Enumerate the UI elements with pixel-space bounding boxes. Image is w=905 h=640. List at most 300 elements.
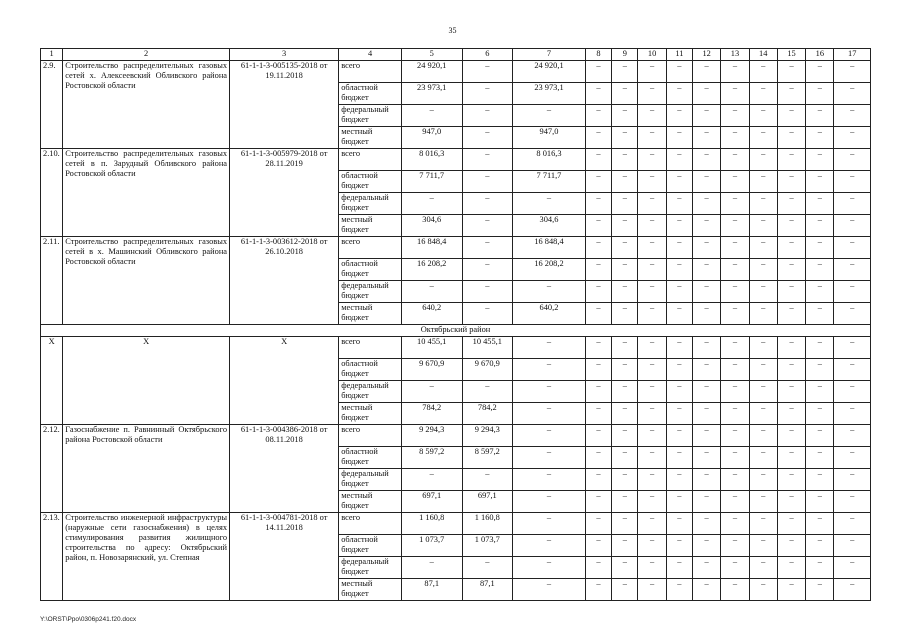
- value-col9: –: [612, 281, 638, 303]
- value-col8: –: [585, 303, 611, 325]
- value-col5: 697,1: [401, 491, 462, 513]
- value-col5: 23 973,1: [401, 83, 462, 105]
- value-col17: –: [834, 215, 871, 237]
- value-col6: –: [462, 61, 513, 83]
- value-col10: –: [638, 513, 666, 535]
- value-col16: –: [806, 215, 834, 237]
- funding-source: местный бюджет: [339, 215, 402, 237]
- value-col9: –: [612, 105, 638, 127]
- value-col15: –: [777, 403, 805, 425]
- value-col17: –: [834, 535, 871, 557]
- column-number: 9: [612, 49, 638, 61]
- funding-source: областной бюджет: [339, 447, 402, 469]
- column-number: 5: [401, 49, 462, 61]
- value-col17: –: [834, 469, 871, 491]
- value-col8: –: [585, 469, 611, 491]
- value-col14: –: [749, 403, 777, 425]
- value-col11: –: [666, 337, 692, 359]
- funding-source: федеральный бюджет: [339, 193, 402, 215]
- value-col8: –: [585, 557, 611, 579]
- funding-source: местный бюджет: [339, 579, 402, 601]
- value-col5: 784,2: [401, 403, 462, 425]
- table-row: [41, 513, 871, 535]
- value-col11: –: [666, 513, 692, 535]
- value-col15: –: [777, 215, 805, 237]
- value-col5: 16 848,4: [401, 237, 462, 259]
- value-col17: –: [834, 447, 871, 469]
- value-col9: –: [612, 579, 638, 601]
- funding-source: областной бюджет: [339, 83, 402, 105]
- value-col14: –: [749, 425, 777, 447]
- value-col14: –: [749, 127, 777, 149]
- value-col5: 1 160,8: [401, 513, 462, 535]
- value-col7: 16 208,2: [513, 259, 586, 281]
- value-col11: –: [666, 61, 692, 83]
- value-col13: –: [721, 61, 749, 83]
- value-col5: 9 670,9: [401, 359, 462, 381]
- funding-source: областной бюджет: [339, 259, 402, 281]
- value-col16: –: [806, 61, 834, 83]
- value-col17: –: [834, 303, 871, 325]
- value-col10: –: [638, 579, 666, 601]
- value-col8: –: [585, 535, 611, 557]
- value-col7: –: [513, 381, 586, 403]
- value-col11: –: [666, 237, 692, 259]
- table-row: [41, 337, 871, 359]
- value-col7: 8 016,3: [513, 149, 586, 171]
- item-number: 2.13.: [41, 513, 63, 601]
- value-col10: –: [638, 381, 666, 403]
- value-col15: –: [777, 557, 805, 579]
- value-col9: –: [612, 557, 638, 579]
- value-col11: –: [666, 215, 692, 237]
- value-col12: –: [693, 303, 721, 325]
- value-col15: –: [777, 535, 805, 557]
- value-col16: –: [806, 513, 834, 535]
- value-col5: 8 016,3: [401, 149, 462, 171]
- value-col11: –: [666, 127, 692, 149]
- table-row: [41, 61, 871, 83]
- value-col7: –: [513, 403, 586, 425]
- value-col7: –: [513, 359, 586, 381]
- item-number: 2.10.: [41, 149, 63, 237]
- value-col6: –: [462, 127, 513, 149]
- value-col5: 947,0: [401, 127, 462, 149]
- value-col6: 10 455,1: [462, 337, 513, 359]
- value-col15: –: [777, 281, 805, 303]
- value-col7: 24 920,1: [513, 61, 586, 83]
- column-number: 12: [693, 49, 721, 61]
- value-col9: –: [612, 259, 638, 281]
- value-col9: –: [612, 127, 638, 149]
- value-col11: –: [666, 403, 692, 425]
- funding-source: всего: [339, 513, 402, 535]
- funding-source: федеральный бюджет: [339, 281, 402, 303]
- value-col7: –: [513, 513, 586, 535]
- value-col9: –: [612, 381, 638, 403]
- value-col17: –: [834, 259, 871, 281]
- funding-source: местный бюджет: [339, 303, 402, 325]
- value-col8: –: [585, 381, 611, 403]
- value-col12: –: [693, 425, 721, 447]
- object-name: Строительство распределительных газовых сетей х. Алексеевский Обливского района Ростовской области: [63, 61, 230, 149]
- value-col10: –: [638, 359, 666, 381]
- value-col16: –: [806, 337, 834, 359]
- value-col16: –: [806, 447, 834, 469]
- value-col12: –: [693, 105, 721, 127]
- value-col11: –: [666, 447, 692, 469]
- value-col16: –: [806, 83, 834, 105]
- value-col8: –: [585, 359, 611, 381]
- funding-source: областной бюджет: [339, 535, 402, 557]
- value-col12: –: [693, 281, 721, 303]
- column-number: 8: [585, 49, 611, 61]
- value-col14: –: [749, 303, 777, 325]
- value-col14: –: [749, 105, 777, 127]
- value-col6: 8 597,2: [462, 447, 513, 469]
- value-col12: –: [693, 579, 721, 601]
- object-name: Строительство распределительных газовых сетей в х. Машинский Обливского района Ростовской области: [63, 237, 230, 325]
- value-col14: –: [749, 513, 777, 535]
- value-col8: –: [585, 171, 611, 193]
- value-col8: –: [585, 513, 611, 535]
- value-col14: –: [749, 149, 777, 171]
- value-col8: –: [585, 259, 611, 281]
- value-col15: –: [777, 579, 805, 601]
- value-col11: –: [666, 281, 692, 303]
- funding-source: всего: [339, 337, 402, 359]
- value-col15: –: [777, 447, 805, 469]
- value-col15: –: [777, 381, 805, 403]
- value-col13: –: [721, 149, 749, 171]
- funding-source: федеральный бюджет: [339, 105, 402, 127]
- value-col15: –: [777, 193, 805, 215]
- value-col8: –: [585, 337, 611, 359]
- value-col15: –: [777, 469, 805, 491]
- funding-source: всего: [339, 149, 402, 171]
- value-col14: –: [749, 557, 777, 579]
- value-col11: –: [666, 171, 692, 193]
- value-col9: –: [612, 149, 638, 171]
- value-col14: –: [749, 447, 777, 469]
- value-col16: –: [806, 425, 834, 447]
- value-col6: –: [462, 171, 513, 193]
- value-col17: –: [834, 105, 871, 127]
- value-col13: –: [721, 303, 749, 325]
- value-col10: –: [638, 337, 666, 359]
- value-col5: 304,6: [401, 215, 462, 237]
- funding-source: федеральный бюджет: [339, 469, 402, 491]
- value-col9: –: [612, 83, 638, 105]
- value-col13: –: [721, 259, 749, 281]
- value-col11: –: [666, 359, 692, 381]
- value-col14: –: [749, 359, 777, 381]
- table-row: [41, 149, 871, 171]
- value-col10: –: [638, 171, 666, 193]
- column-number: 15: [777, 49, 805, 61]
- value-col14: –: [749, 61, 777, 83]
- value-col5: 16 208,2: [401, 259, 462, 281]
- value-col13: –: [721, 83, 749, 105]
- value-col16: –: [806, 535, 834, 557]
- value-col17: –: [834, 171, 871, 193]
- value-col8: –: [585, 403, 611, 425]
- value-col8: –: [585, 127, 611, 149]
- value-col16: –: [806, 579, 834, 601]
- value-col13: –: [721, 403, 749, 425]
- budget-table: [40, 48, 871, 601]
- value-col10: –: [638, 425, 666, 447]
- value-col16: –: [806, 359, 834, 381]
- value-col8: –: [585, 281, 611, 303]
- funding-source: областной бюджет: [339, 359, 402, 381]
- value-col10: –: [638, 491, 666, 513]
- value-col5: 1 073,7: [401, 535, 462, 557]
- value-col16: –: [806, 469, 834, 491]
- value-col12: –: [693, 557, 721, 579]
- value-col10: –: [638, 83, 666, 105]
- item-number: 2.9.: [41, 61, 63, 149]
- value-col12: –: [693, 447, 721, 469]
- value-col15: –: [777, 425, 805, 447]
- value-col10: –: [638, 193, 666, 215]
- value-col9: –: [612, 513, 638, 535]
- value-col12: –: [693, 127, 721, 149]
- value-col6: –: [462, 215, 513, 237]
- value-col8: –: [585, 425, 611, 447]
- value-col16: –: [806, 491, 834, 513]
- value-col15: –: [777, 61, 805, 83]
- value-col6: –: [462, 281, 513, 303]
- value-col6: –: [462, 149, 513, 171]
- funding-source: федеральный бюджет: [339, 557, 402, 579]
- value-col13: –: [721, 215, 749, 237]
- value-col14: –: [749, 281, 777, 303]
- value-col16: –: [806, 281, 834, 303]
- value-col9: –: [612, 535, 638, 557]
- value-col12: –: [693, 149, 721, 171]
- value-col6: –: [462, 303, 513, 325]
- value-col8: –: [585, 237, 611, 259]
- value-col15: –: [777, 359, 805, 381]
- value-col13: –: [721, 469, 749, 491]
- value-col16: –: [806, 105, 834, 127]
- value-col16: –: [806, 259, 834, 281]
- value-col7: 304,6: [513, 215, 586, 237]
- value-col11: –: [666, 535, 692, 557]
- value-col5: –: [401, 105, 462, 127]
- value-col13: –: [721, 513, 749, 535]
- value-col10: –: [638, 61, 666, 83]
- value-col5: 10 455,1: [401, 337, 462, 359]
- value-col16: –: [806, 237, 834, 259]
- value-col12: –: [693, 171, 721, 193]
- value-col12: –: [693, 381, 721, 403]
- value-col5: 7 711,7: [401, 171, 462, 193]
- value-col15: –: [777, 127, 805, 149]
- value-col17: –: [834, 491, 871, 513]
- column-number: 11: [666, 49, 692, 61]
- value-col7: –: [513, 557, 586, 579]
- value-col13: –: [721, 491, 749, 513]
- value-col7: 640,2: [513, 303, 586, 325]
- value-col12: –: [693, 215, 721, 237]
- item-number: Х: [41, 337, 63, 425]
- value-col12: –: [693, 337, 721, 359]
- value-col13: –: [721, 127, 749, 149]
- value-col13: –: [721, 557, 749, 579]
- value-col17: –: [834, 359, 871, 381]
- value-col10: –: [638, 105, 666, 127]
- value-col5: –: [401, 557, 462, 579]
- value-col5: –: [401, 381, 462, 403]
- value-col8: –: [585, 579, 611, 601]
- value-col14: –: [749, 337, 777, 359]
- funding-source: областной бюджет: [339, 171, 402, 193]
- value-col11: –: [666, 149, 692, 171]
- value-col12: –: [693, 259, 721, 281]
- column-number: 10: [638, 49, 666, 61]
- value-col9: –: [612, 403, 638, 425]
- object-name: Строительство инженерной инфраструктуры (наружные сети газоснабжения) в целях стимулирования развития жилищного строительства по адресу: Октябрьский район, п. Новозарянский, ул. Степная: [63, 513, 230, 601]
- value-col6: –: [462, 83, 513, 105]
- value-col9: –: [612, 303, 638, 325]
- value-col12: –: [693, 193, 721, 215]
- registration-code: 61-1-1-3-005979-2018 от 28.11.2019: [230, 149, 339, 237]
- file-path-footer: Y:\ORST\Ppo\0306p241.f20.docx: [40, 616, 137, 623]
- value-col12: –: [693, 513, 721, 535]
- value-col13: –: [721, 447, 749, 469]
- value-col10: –: [638, 259, 666, 281]
- value-col7: 23 973,1: [513, 83, 586, 105]
- value-col11: –: [666, 425, 692, 447]
- value-col11: –: [666, 557, 692, 579]
- value-col12: –: [693, 83, 721, 105]
- value-col6: 1 073,7: [462, 535, 513, 557]
- value-col14: –: [749, 171, 777, 193]
- registration-code: 61-1-1-3-005135-2018 от 19.11.2018: [230, 61, 339, 149]
- value-col10: –: [638, 215, 666, 237]
- value-col17: –: [834, 403, 871, 425]
- value-col8: –: [585, 215, 611, 237]
- value-col5: 87,1: [401, 579, 462, 601]
- value-col9: –: [612, 469, 638, 491]
- value-col10: –: [638, 149, 666, 171]
- table-row: [41, 237, 871, 259]
- column-number-row: [41, 49, 871, 61]
- value-col15: –: [777, 83, 805, 105]
- value-col11: –: [666, 105, 692, 127]
- value-col12: –: [693, 359, 721, 381]
- value-col6: –: [462, 105, 513, 127]
- value-col10: –: [638, 281, 666, 303]
- value-col7: –: [513, 425, 586, 447]
- value-col10: –: [638, 403, 666, 425]
- value-col14: –: [749, 259, 777, 281]
- value-col6: 9 294,3: [462, 425, 513, 447]
- registration-code: 61-1-1-3-004781-2018 от 14.11.2018: [230, 513, 339, 601]
- value-col9: –: [612, 215, 638, 237]
- value-col7: –: [513, 535, 586, 557]
- value-col6: 697,1: [462, 491, 513, 513]
- value-col13: –: [721, 171, 749, 193]
- value-col17: –: [834, 579, 871, 601]
- value-col13: –: [721, 381, 749, 403]
- value-col8: –: [585, 105, 611, 127]
- value-col7: 7 711,7: [513, 171, 586, 193]
- column-number: 13: [721, 49, 749, 61]
- value-col17: –: [834, 281, 871, 303]
- value-col10: –: [638, 237, 666, 259]
- value-col14: –: [749, 193, 777, 215]
- value-col17: –: [834, 193, 871, 215]
- funding-source: всего: [339, 425, 402, 447]
- value-col16: –: [806, 193, 834, 215]
- value-col6: 9 670,9: [462, 359, 513, 381]
- column-number: 16: [806, 49, 834, 61]
- value-col14: –: [749, 83, 777, 105]
- registration-code: 61-1-1-3-003612-2018 от 26.10.2018: [230, 237, 339, 325]
- section-title: Октябрьский район: [41, 325, 871, 337]
- value-col9: –: [612, 61, 638, 83]
- value-col6: 784,2: [462, 403, 513, 425]
- value-col12: –: [693, 535, 721, 557]
- value-col6: –: [462, 381, 513, 403]
- value-col14: –: [749, 215, 777, 237]
- value-col15: –: [777, 303, 805, 325]
- value-col5: 9 294,3: [401, 425, 462, 447]
- value-col9: –: [612, 337, 638, 359]
- value-col7: –: [513, 469, 586, 491]
- value-col10: –: [638, 469, 666, 491]
- registration-code: 61-1-1-3-004386-2018 от 08.11.2018: [230, 425, 339, 513]
- value-col5: 8 597,2: [401, 447, 462, 469]
- value-col7: –: [513, 579, 586, 601]
- value-col13: –: [721, 359, 749, 381]
- value-col16: –: [806, 557, 834, 579]
- registration-code: Х: [230, 337, 339, 425]
- value-col6: –: [462, 237, 513, 259]
- value-col15: –: [777, 337, 805, 359]
- value-col9: –: [612, 193, 638, 215]
- object-name: Х: [63, 337, 230, 425]
- value-col13: –: [721, 105, 749, 127]
- value-col16: –: [806, 127, 834, 149]
- value-col15: –: [777, 513, 805, 535]
- value-col8: –: [585, 83, 611, 105]
- value-col6: 87,1: [462, 579, 513, 601]
- value-col11: –: [666, 303, 692, 325]
- value-col5: 640,2: [401, 303, 462, 325]
- funding-source: местный бюджет: [339, 403, 402, 425]
- funding-source: всего: [339, 61, 402, 83]
- value-col16: –: [806, 171, 834, 193]
- column-number: 6: [462, 49, 513, 61]
- value-col8: –: [585, 447, 611, 469]
- value-col13: –: [721, 281, 749, 303]
- value-col9: –: [612, 491, 638, 513]
- funding-source: федеральный бюджет: [339, 381, 402, 403]
- value-col16: –: [806, 403, 834, 425]
- column-number: 3: [230, 49, 339, 61]
- value-col11: –: [666, 259, 692, 281]
- value-col17: –: [834, 337, 871, 359]
- value-col17: –: [834, 425, 871, 447]
- value-col14: –: [749, 579, 777, 601]
- column-number: 7: [513, 49, 586, 61]
- value-col16: –: [806, 303, 834, 325]
- value-col14: –: [749, 535, 777, 557]
